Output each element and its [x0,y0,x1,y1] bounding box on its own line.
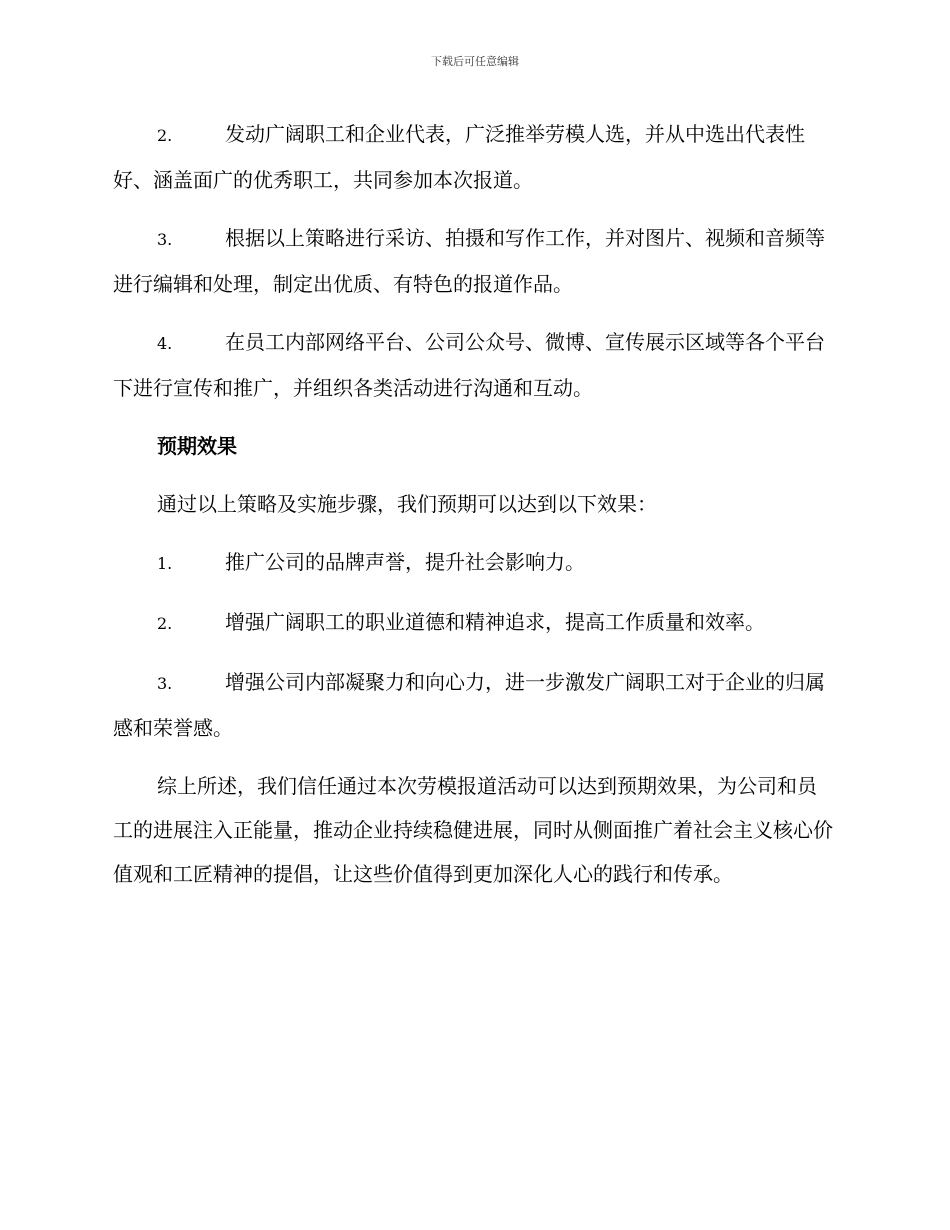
effect-number: 3. [157,674,173,693]
effect-text: 推广公司的品牌声誉，提升社会影响力。 [225,550,585,574]
step-number: 4. [157,334,173,353]
effect-text: 增强公司内部凝聚力和向心力，进一步激发广阔职工对于企业的归属感和荣誉感。 [113,670,825,740]
step-text: 根据以上策略进行采访、拍摄和写作工作，并对图片、视频和音频等进行编辑和处理，制定出优质、有特色的报道作品。 [113,226,825,296]
effect-item-1 [113,540,835,586]
step-number: 3. [157,230,173,249]
section-heading-expected-effects: 预期效果 [157,434,237,458]
effect-text: 增强广阔职工的职业道德和精神追求，提高工作质量和效率。 [225,610,765,634]
step-item-2 [113,112,835,202]
step-text: 在员工内部网络平台、公司公众号、微博、宣传展示区域等各个平台下进行宣传和推广，并组织各类活动进行沟通和互动。 [113,330,825,400]
effect-number: 2. [157,614,173,633]
step-number: 2. [157,126,173,145]
conclusion-paragraph: 综上所述，我们信任通过本次劳模报道活动可以达到预期效果，为公司和员工的进展注入正能量，推动企业持续稳健进展，同时从侧面推广着社会主义核心价值观和工匠精神的提倡，让这些价值得到更加深化人心的践行和传承。 [113,774,833,886]
effect-item-3 [113,660,835,750]
step-item-4 [113,320,835,410]
document-body [113,112,835,910]
expected-intro: 通过以上策略及实施步骤，我们预期可以达到以下效果： [157,492,657,516]
step-text: 发动广阔职工和企业代表，广泛推举劳模人选，并从中选出代表性好、涵盖面广的优秀职工，共同参加本次报道。 [113,122,805,192]
step-item-3 [113,216,835,306]
page-header: 下载后可任意编辑 [431,55,519,68]
effect-number: 1. [157,554,173,573]
effect-item-2 [113,600,835,646]
